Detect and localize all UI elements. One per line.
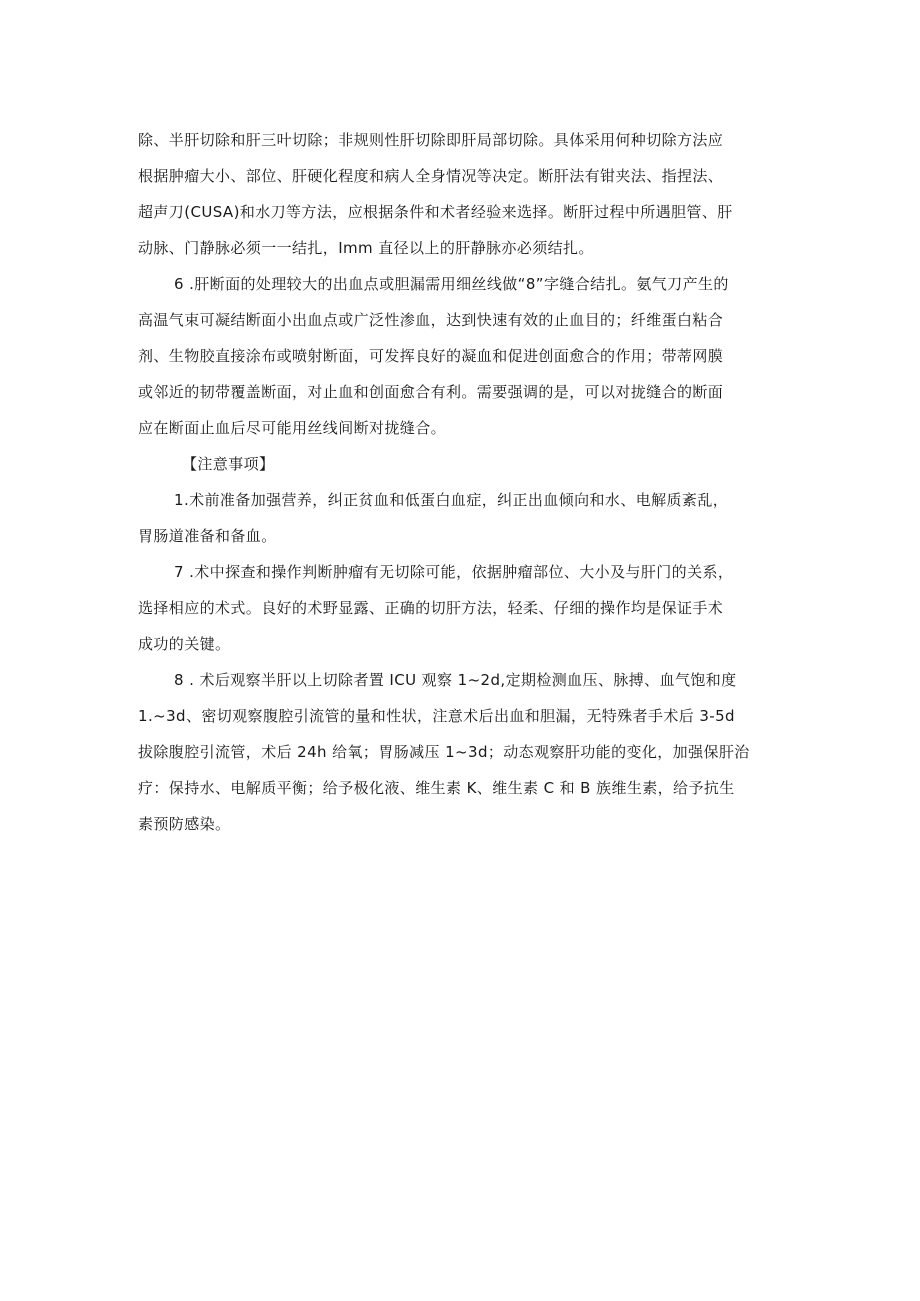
text-line: 疗：保持水、电解质平衡；给予极化液、维生素 K、维生素 C 和 B 族维生素，给予抗生 [138,779,735,797]
text-line: 1.~3d、密切观察腹腔引流管的量和性状，注意术后出血和胆漏，无特殊者手术后 3-5d [138,707,735,725]
para-precaution-8 [138,662,798,842]
text-line: 胃肠道准备和备血。 [138,527,277,545]
text-line: 6 .肝断面的处理较大的出血点或胆漏需用细丝线做“8”字缝合结扎。氨气刀产生的 [174,275,729,293]
para-resection-methods [138,122,798,266]
text-line: 剂、生物胶直接涂布或喷射断面，可发挥良好的凝血和促进创面愈合的作用；带蒂网膜 [138,347,724,365]
para-precaution-7 [138,554,798,662]
para-precaution-1 [138,482,798,554]
text-line: 7 .术中探查和操作判断肿瘤有无切除可能，依据肿瘤部位、大小及与肝门的关系， [174,563,734,581]
text-line: 1.术前准备加强营养，纠正贫血和低蛋白血症，纠正出血倾向和水、电解质紊乱， [174,491,729,509]
text-line: 除、半肝切除和肝三叶切除；非规则性肝切除即肝局部切除。具体采用何种切除方法应 [138,131,724,149]
text-line: 应在断面止血后尽可能用丝线间断对拢缝合。 [138,419,447,437]
heading-precautions [138,446,798,482]
para-section-6 [138,266,798,446]
document-body [138,122,798,842]
text-line: 拔除腹腔引流管，术后 24h 给氧；胃肠减压 1~3d；动态观察肝功能的变化，加强保肝治 [138,743,750,761]
section-heading: 【注意事项】 [182,455,275,473]
text-line: 素预防感染。 [138,815,231,833]
text-line: 根据肿瘤大小、部位、肝硬化程度和病人全身情况等决定。断肝法有钳夹法、指捏法、 [138,167,724,185]
text-line: 8 . 术后观察半肝以上切除者置 ICU 观察 1~2d,定期检测血压、脉搏、血气饱和度 [174,671,737,689]
text-line: 动脉、门静脉必须一一结扎，Imm 直径以上的肝静脉亦必须结扎。 [138,239,594,257]
text-line: 成功的关键。 [138,635,231,653]
text-line: 高温气束可凝结断面小出血点或广泛性渗血，达到快速有效的止血目的；纤维蛋白粘合 [138,311,724,329]
text-line: 或邻近的韧带覆盖断面，对止血和创面愈合有利。需要强调的是，可以对拢缝合的断面 [138,383,724,401]
text-line: 超声刀(CUSA)和水刀等方法，应根据条件和术者经验来选择。断肝过程中所遇胆管、肝 [138,203,733,221]
text-line: 选择相应的术式。良好的术野显露、正确的切肝方法，轻柔、仔细的操作均是保证手术 [138,599,724,617]
